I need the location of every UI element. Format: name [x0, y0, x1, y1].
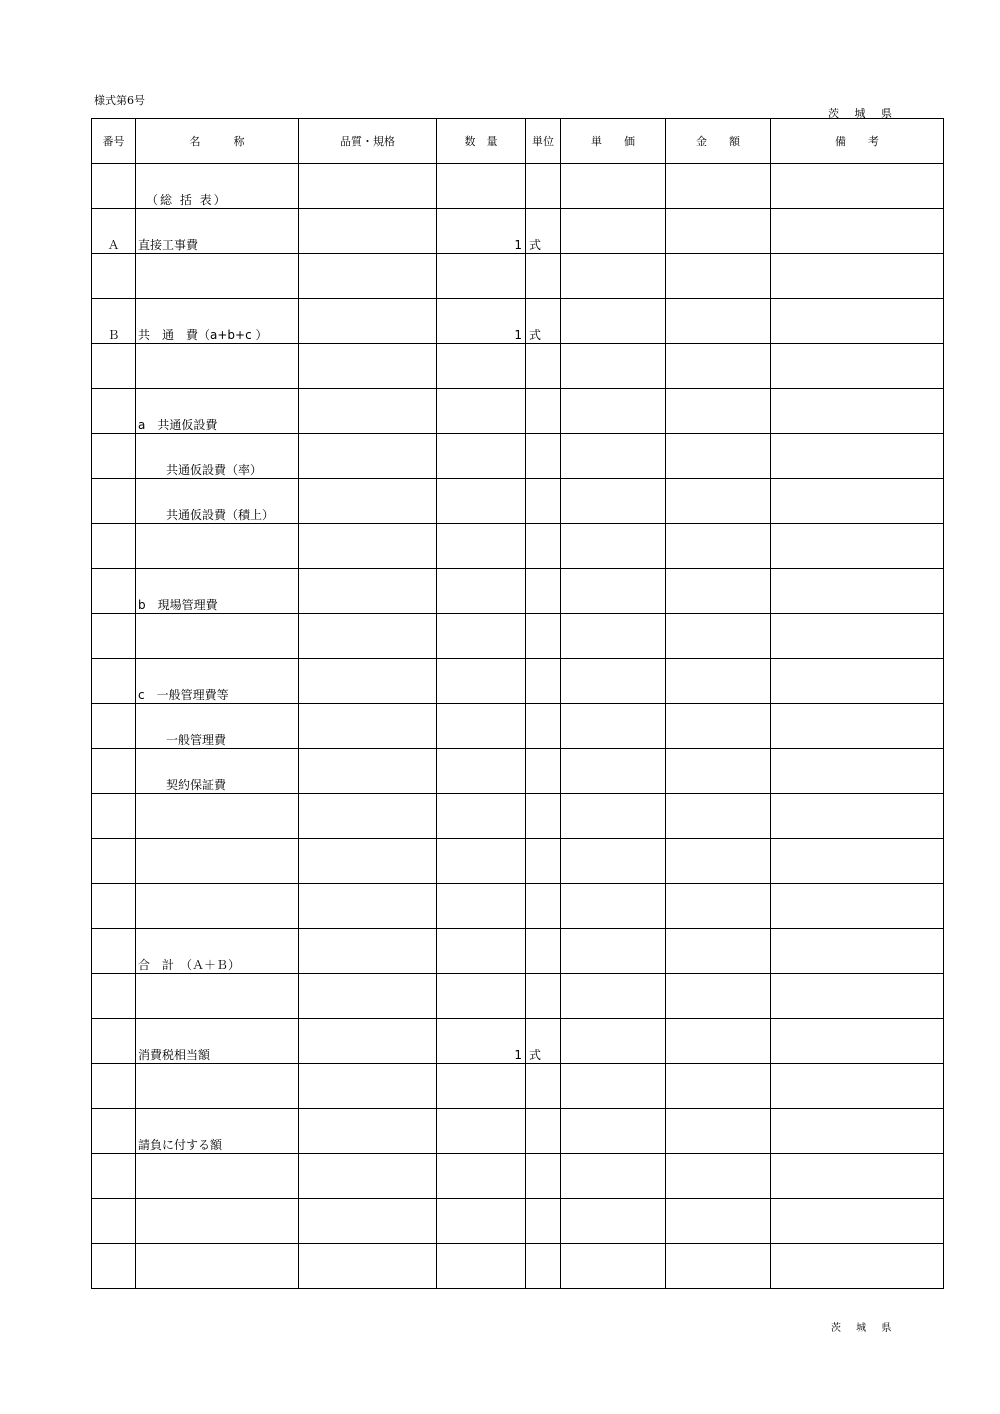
spec-cell	[299, 524, 437, 569]
item-name-cell	[136, 929, 299, 974]
remarks-cell	[771, 209, 944, 254]
column-header-remarks: 備 考	[771, 119, 944, 164]
unit-cell	[526, 704, 561, 749]
remarks-cell	[771, 524, 944, 569]
item-name-cell-text: 請負に付する額	[138, 1138, 223, 1152]
table-row	[92, 929, 944, 974]
quantity-cell	[437, 254, 526, 299]
quantity-cell	[437, 344, 526, 389]
row-number-cell	[92, 614, 136, 659]
amount-cell	[666, 614, 771, 659]
row-number-cell	[92, 479, 136, 524]
quantity-cell	[437, 929, 526, 974]
unit-price-cell	[561, 704, 666, 749]
item-name-cell-text: 共通仮設費（率）	[166, 463, 263, 477]
row-number-cell	[92, 524, 136, 569]
quantity-cell	[437, 794, 526, 839]
row-number-cell	[92, 1244, 136, 1289]
unit-price-cell-text	[561, 1287, 665, 1288]
unit-cell	[526, 344, 561, 389]
unit-cell	[526, 299, 561, 344]
remarks-cell	[771, 704, 944, 749]
table-row	[92, 1154, 944, 1199]
quantity-cell	[437, 1199, 526, 1244]
remarks-cell	[771, 614, 944, 659]
spec-cell	[299, 1064, 437, 1109]
table-row	[92, 1019, 944, 1064]
spec-cell	[299, 794, 437, 839]
unit-cell-text: 式	[529, 328, 542, 342]
remarks-cell	[771, 569, 944, 614]
table-row	[92, 434, 944, 479]
table-row	[92, 659, 944, 704]
quantity-cell	[437, 704, 526, 749]
spec-cell-text	[299, 1287, 436, 1288]
column-header-amount: 金 額	[666, 119, 771, 164]
unit-cell	[526, 569, 561, 614]
quantity-cell	[437, 1064, 526, 1109]
table-row	[92, 479, 944, 524]
quantity-cell	[437, 569, 526, 614]
row-number-cell-text: Ａ	[107, 238, 120, 252]
table-row	[92, 704, 944, 749]
table-row	[92, 344, 944, 389]
unit-price-cell	[561, 929, 666, 974]
row-number-cell	[92, 1019, 136, 1064]
spec-cell	[299, 929, 437, 974]
amount-cell	[666, 749, 771, 794]
unit-price-cell	[561, 479, 666, 524]
item-name-cell	[136, 524, 299, 569]
item-name-cell-text: a 共通仮設費	[138, 418, 218, 432]
remarks-cell	[771, 479, 944, 524]
remarks-cell	[771, 299, 944, 344]
spec-cell	[299, 1199, 437, 1244]
row-number-cell	[92, 389, 136, 434]
table-row	[92, 209, 944, 254]
row-number-cell	[92, 749, 136, 794]
quantity-cell	[437, 1154, 526, 1199]
item-name-cell	[136, 1109, 299, 1154]
unit-price-cell	[561, 254, 666, 299]
amount-cell	[666, 794, 771, 839]
item-name-cell-text: c 一般管理費等	[138, 688, 229, 702]
item-name-cell	[136, 1199, 299, 1244]
table-body	[92, 164, 944, 1289]
item-name-cell	[136, 659, 299, 704]
table-header-row	[92, 119, 944, 164]
row-number-cell	[92, 839, 136, 884]
item-name-cell-text: 一般管理費	[166, 733, 227, 747]
spec-cell	[299, 254, 437, 299]
column-header-quantity: 数 量	[437, 119, 526, 164]
amount-cell	[666, 839, 771, 884]
quantity-cell	[437, 164, 526, 209]
item-name-cell	[136, 254, 299, 299]
quantity-cell	[437, 659, 526, 704]
unit-price-cell	[561, 434, 666, 479]
row-number-cell	[92, 299, 136, 344]
remarks-cell	[771, 164, 944, 209]
spec-cell	[299, 974, 437, 1019]
unit-cell	[526, 434, 561, 479]
row-number-cell	[92, 1109, 136, 1154]
amount-cell	[666, 254, 771, 299]
amount-cell	[666, 974, 771, 1019]
table-row	[92, 389, 944, 434]
unit-cell	[526, 614, 561, 659]
remarks-cell	[771, 1064, 944, 1109]
unit-price-cell	[561, 524, 666, 569]
unit-cell	[526, 164, 561, 209]
table-row	[92, 164, 944, 209]
row-number-cell	[92, 1154, 136, 1199]
spec-cell	[299, 479, 437, 524]
quantity-cell	[437, 1019, 526, 1064]
spec-cell	[299, 389, 437, 434]
column-header-number: 番号	[92, 119, 136, 164]
spec-cell	[299, 209, 437, 254]
amount-cell	[666, 299, 771, 344]
unit-price-cell	[561, 794, 666, 839]
quantity-cell	[437, 1244, 526, 1289]
item-name-cell	[136, 614, 299, 659]
item-name-cell	[136, 479, 299, 524]
item-name-cell-text: 直接工事費	[138, 238, 199, 252]
row-number-cell	[92, 344, 136, 389]
estimate-summary-table	[91, 118, 944, 1289]
amount-cell	[666, 704, 771, 749]
item-name-cell	[136, 749, 299, 794]
quantity-cell	[437, 524, 526, 569]
quantity-cell	[437, 1109, 526, 1154]
spec-cell	[299, 839, 437, 884]
item-name-cell	[136, 1019, 299, 1064]
item-name-cell	[136, 1064, 299, 1109]
table-row	[92, 1199, 944, 1244]
table-row	[92, 569, 944, 614]
item-name-cell	[136, 164, 299, 209]
item-name-cell	[136, 794, 299, 839]
quantity-cell	[437, 839, 526, 884]
row-number-cell	[92, 794, 136, 839]
row-number-cell	[92, 434, 136, 479]
unit-cell	[526, 839, 561, 884]
amount-cell	[666, 1199, 771, 1244]
table-row	[92, 299, 944, 344]
column-header-unit: 単位	[526, 119, 561, 164]
quantity-cell	[437, 749, 526, 794]
amount-cell	[666, 479, 771, 524]
item-name-cell-text: 契約保証費	[166, 778, 227, 792]
unit-cell	[526, 974, 561, 1019]
unit-cell	[526, 749, 561, 794]
spec-cell	[299, 1244, 437, 1289]
unit-price-cell	[561, 884, 666, 929]
quantity-cell	[437, 479, 526, 524]
unit-cell	[526, 659, 561, 704]
quantity-cell	[437, 299, 526, 344]
quantity-cell	[437, 389, 526, 434]
table-row	[92, 254, 944, 299]
table-row	[92, 1109, 944, 1154]
remarks-cell	[771, 974, 944, 1019]
amount-cell	[666, 884, 771, 929]
amount-cell	[666, 1064, 771, 1109]
quantity-cell	[437, 614, 526, 659]
issuer-footer: 茨 城 県	[831, 1323, 898, 1334]
amount-cell	[666, 209, 771, 254]
unit-cell	[526, 389, 561, 434]
unit-price-cell	[561, 659, 666, 704]
item-name-cell	[136, 299, 299, 344]
amount-cell	[666, 434, 771, 479]
table-row	[92, 614, 944, 659]
row-number-cell-text	[92, 1287, 135, 1288]
item-name-cell	[136, 839, 299, 884]
table-row	[92, 749, 944, 794]
row-number-cell	[92, 254, 136, 299]
unit-cell	[526, 1199, 561, 1244]
amount-cell	[666, 524, 771, 569]
quantity-cell-text: 1	[514, 328, 522, 342]
remarks-cell	[771, 434, 944, 479]
unit-price-cell	[561, 974, 666, 1019]
item-name-cell-text: 共通仮設費（積上）	[166, 508, 275, 522]
row-number-cell	[92, 659, 136, 704]
column-header-name: 名 称	[136, 119, 299, 164]
item-name-cell	[136, 704, 299, 749]
remarks-cell	[771, 254, 944, 299]
unit-cell	[526, 1244, 561, 1289]
row-number-cell	[92, 974, 136, 1019]
spec-cell	[299, 659, 437, 704]
row-number-cell	[92, 704, 136, 749]
amount-cell	[666, 929, 771, 974]
spec-cell	[299, 164, 437, 209]
quantity-cell-text: 1	[514, 238, 522, 252]
item-name-cell-text: 消費税相当額	[138, 1048, 211, 1062]
spec-cell	[299, 569, 437, 614]
unit-price-cell	[561, 1019, 666, 1064]
unit-cell	[526, 794, 561, 839]
item-name-cell-text: b 現場管理費	[138, 598, 218, 612]
quantity-cell	[437, 209, 526, 254]
unit-price-cell	[561, 164, 666, 209]
unit-cell-text	[526, 1287, 560, 1288]
spec-cell	[299, 1109, 437, 1154]
unit-price-cell	[561, 1109, 666, 1154]
column-header-spec: 品質・規格	[299, 119, 437, 164]
unit-price-cell	[561, 1154, 666, 1199]
unit-cell	[526, 524, 561, 569]
remarks-cell	[771, 1109, 944, 1154]
spec-cell	[299, 1154, 437, 1199]
table-row	[92, 884, 944, 929]
unit-price-cell	[561, 1064, 666, 1109]
remarks-cell	[771, 344, 944, 389]
table-row	[92, 839, 944, 884]
unit-cell-text: 式	[529, 238, 542, 252]
remarks-cell	[771, 389, 944, 434]
unit-cell	[526, 209, 561, 254]
unit-price-cell	[561, 569, 666, 614]
quantity-cell-text: 1	[514, 1048, 522, 1062]
quantity-cell	[437, 974, 526, 1019]
item-name-cell	[136, 344, 299, 389]
row-number-cell	[92, 1199, 136, 1244]
item-name-cell	[136, 389, 299, 434]
row-number-cell	[92, 884, 136, 929]
amount-cell	[666, 1109, 771, 1154]
item-name-cell	[136, 884, 299, 929]
unit-cell	[526, 1019, 561, 1064]
spec-cell	[299, 1019, 437, 1064]
unit-cell-text: 式	[529, 1048, 542, 1062]
table-row	[92, 1064, 944, 1109]
unit-price-cell	[561, 839, 666, 884]
spec-cell	[299, 884, 437, 929]
amount-cell	[666, 1019, 771, 1064]
unit-price-cell	[561, 389, 666, 434]
unit-price-cell	[561, 749, 666, 794]
unit-cell	[526, 1064, 561, 1109]
item-name-cell	[136, 434, 299, 479]
remarks-cell	[771, 749, 944, 794]
amount-cell	[666, 344, 771, 389]
quantity-cell	[437, 884, 526, 929]
item-name-cell-text: 共 通 費（a+b+c ）	[138, 328, 268, 342]
remarks-cell	[771, 1019, 944, 1064]
amount-cell-text	[666, 1287, 770, 1288]
remarks-cell	[771, 1154, 944, 1199]
amount-cell	[666, 1244, 771, 1289]
quantity-cell-text	[437, 1287, 525, 1288]
quantity-cell	[437, 434, 526, 479]
unit-price-cell	[561, 344, 666, 389]
row-number-cell	[92, 929, 136, 974]
row-number-cell	[92, 1064, 136, 1109]
amount-cell	[666, 1154, 771, 1199]
unit-price-cell	[561, 299, 666, 344]
remarks-cell	[771, 839, 944, 884]
unit-price-cell	[561, 209, 666, 254]
row-number-cell	[92, 569, 136, 614]
table-row	[92, 524, 944, 569]
item-name-cell-text: 合 計 （Ａ＋Ｂ）	[138, 958, 241, 972]
unit-cell	[526, 1109, 561, 1154]
item-name-cell	[136, 1154, 299, 1199]
column-header-unit-price: 単 価	[561, 119, 666, 164]
spec-cell	[299, 614, 437, 659]
remarks-cell-text	[771, 1287, 943, 1288]
spec-cell	[299, 344, 437, 389]
amount-cell	[666, 389, 771, 434]
unit-cell	[526, 254, 561, 299]
item-name-cell	[136, 569, 299, 614]
row-number-cell	[92, 209, 136, 254]
item-name-cell	[136, 974, 299, 1019]
table-row	[92, 794, 944, 839]
unit-cell	[526, 929, 561, 974]
spec-cell	[299, 434, 437, 479]
remarks-cell	[771, 659, 944, 704]
unit-cell	[526, 1154, 561, 1199]
unit-cell	[526, 479, 561, 524]
row-number-cell	[92, 164, 136, 209]
remarks-cell	[771, 1199, 944, 1244]
amount-cell	[666, 659, 771, 704]
issuer-header: 茨 城 県	[828, 107, 898, 120]
table-row	[92, 974, 944, 1019]
item-name-cell-text: （総 括 表）	[146, 193, 228, 207]
unit-price-cell	[561, 1244, 666, 1289]
item-name-cell-text	[136, 1287, 298, 1288]
table-row	[92, 1244, 944, 1289]
remarks-cell	[771, 794, 944, 839]
amount-cell	[666, 569, 771, 614]
remarks-cell	[771, 929, 944, 974]
form-number: 様式第6号	[94, 94, 145, 107]
remarks-cell	[771, 884, 944, 929]
item-name-cell	[136, 209, 299, 254]
unit-price-cell	[561, 1199, 666, 1244]
spec-cell	[299, 299, 437, 344]
spec-cell	[299, 749, 437, 794]
row-number-cell-text: Ｂ	[107, 328, 120, 342]
amount-cell	[666, 164, 771, 209]
item-name-cell	[136, 1244, 299, 1289]
unit-price-cell	[561, 614, 666, 659]
remarks-cell	[771, 1244, 944, 1289]
unit-cell	[526, 884, 561, 929]
spec-cell	[299, 704, 437, 749]
